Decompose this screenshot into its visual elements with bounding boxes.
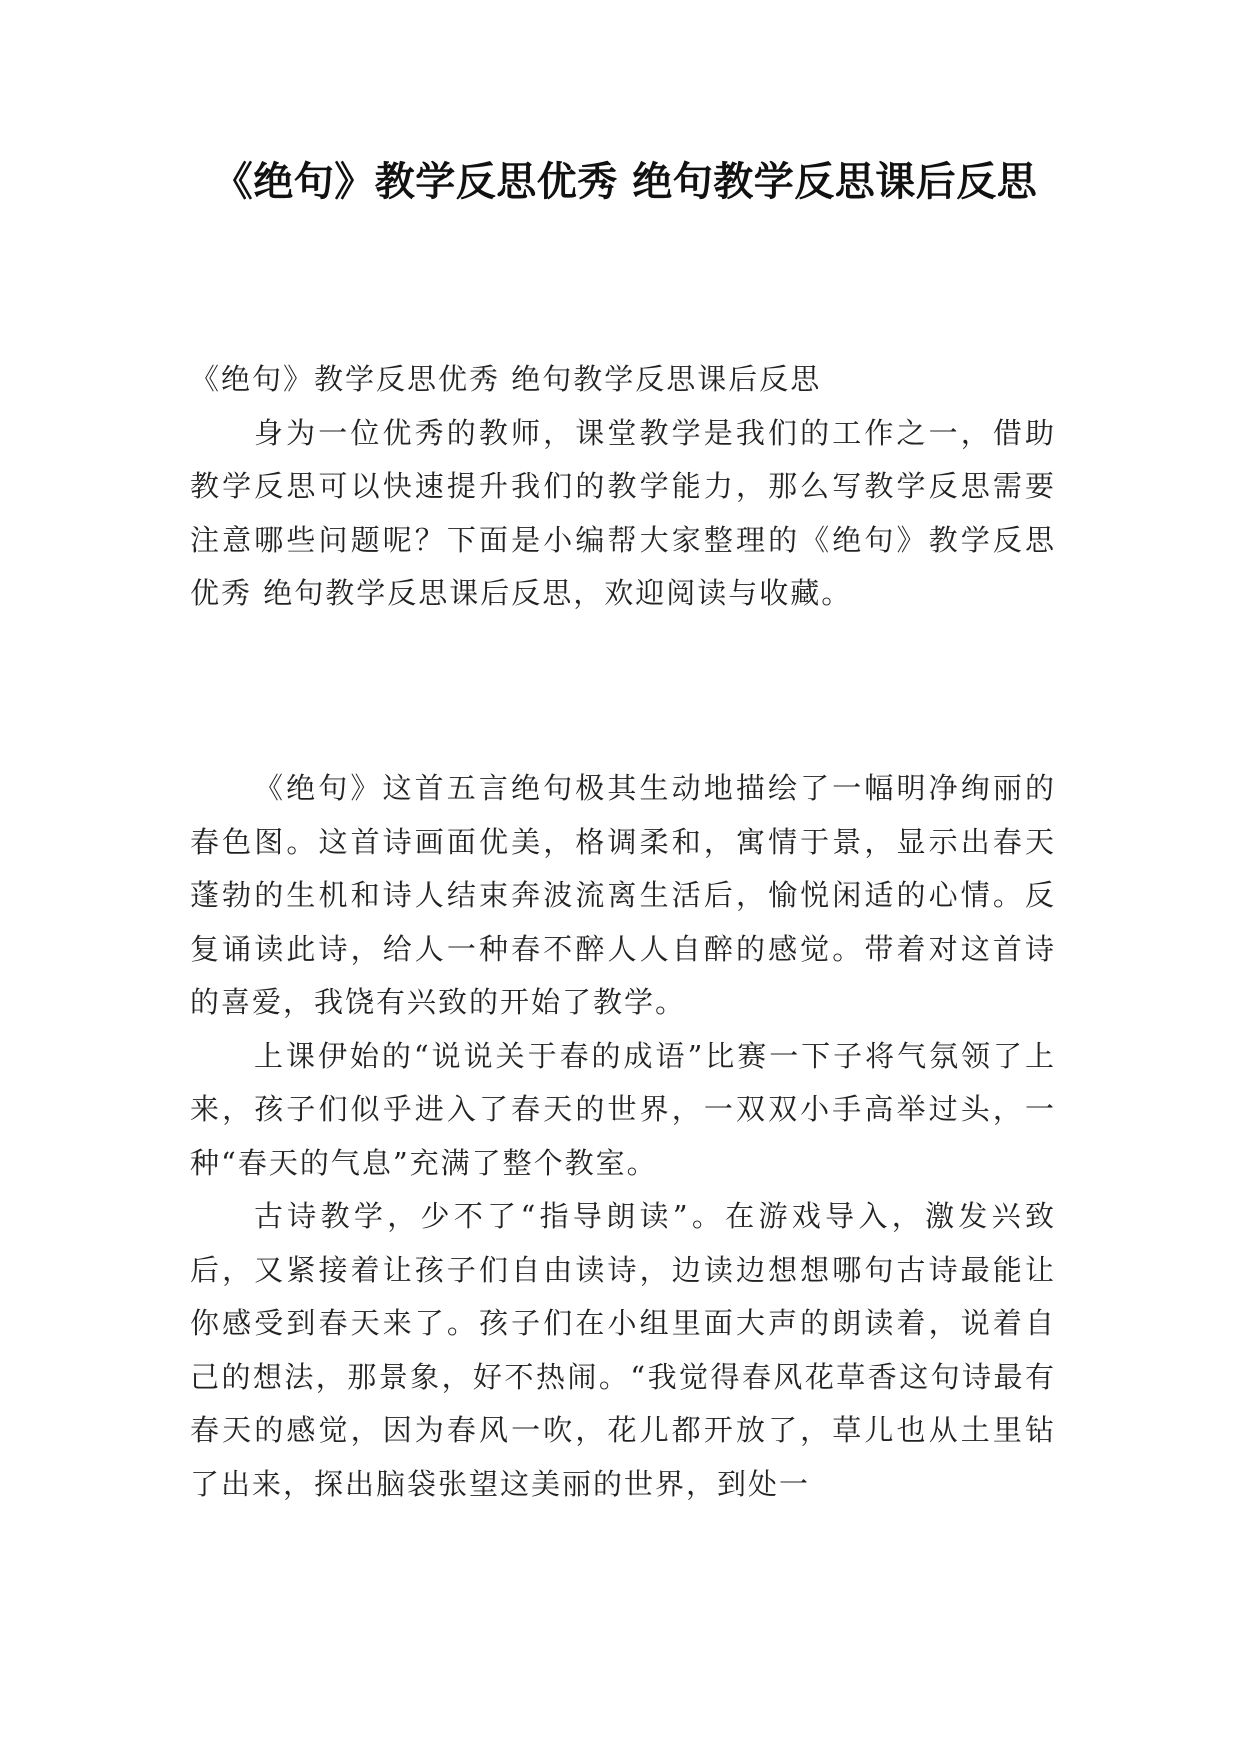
intro-block <box>190 353 1056 621</box>
document-title: 《绝句》教学反思优秀 绝句教学反思课后反思 <box>212 159 1038 205</box>
body-paragraph-1: 《绝句》这首五言绝句极其生动地描绘了一幅明净绚丽的春色图。这首诗画面优美，格调柔和，寓情于景，显示出春天蓬勃的生机和诗人结束奔波流离生活后，愉悦闲适的心情。反复诵读此诗，给人一种春不醉人人自醉的感觉。带着对这首诗的喜爱，我饶有兴致的开始了教学。 <box>190 771 1056 1019</box>
body-block <box>190 762 1056 1511</box>
document-subtitle: 《绝句》教学反思优秀 绝句教学反思课后反思 <box>190 362 822 396</box>
body-paragraph-2: 上课伊始的“说说关于春的成语”比赛一下子将气氛领了上来，孩子们似乎进入了春天的世界，一双双小手高举过头，一种“春天的气息”充满了整个教室。 <box>190 1038 1056 1180</box>
body-paragraph-3: 古诗教学，少不了“指导朗读”。在游戏导入，激发兴致后，又紧接着让孩子们自由读诗，边读边想想哪句古诗最能让你感受到春天来了。孩子们在小组里面大声的朗读着，说着自己的想法，那景象，好不热闹。“我觉得春风花草香这句诗最有春天的感觉，因为春风一吹，花儿都开放了，草儿也从土里钻了出来，探出脑袋张望这美丽的世界，到处一 <box>190 1199 1056 1501</box>
intro-paragraph: 身为一位优秀的教师，课堂教学是我们的工作之一，借助教学反思可以快速提升我们的教学能力，那么写教学反思需要注意哪些问题呢？下面是小编帮大家整理的《绝句》教学反思优秀 绝句教学反思课后反思，欢迎阅读与收藏。 <box>190 415 1056 610</box>
